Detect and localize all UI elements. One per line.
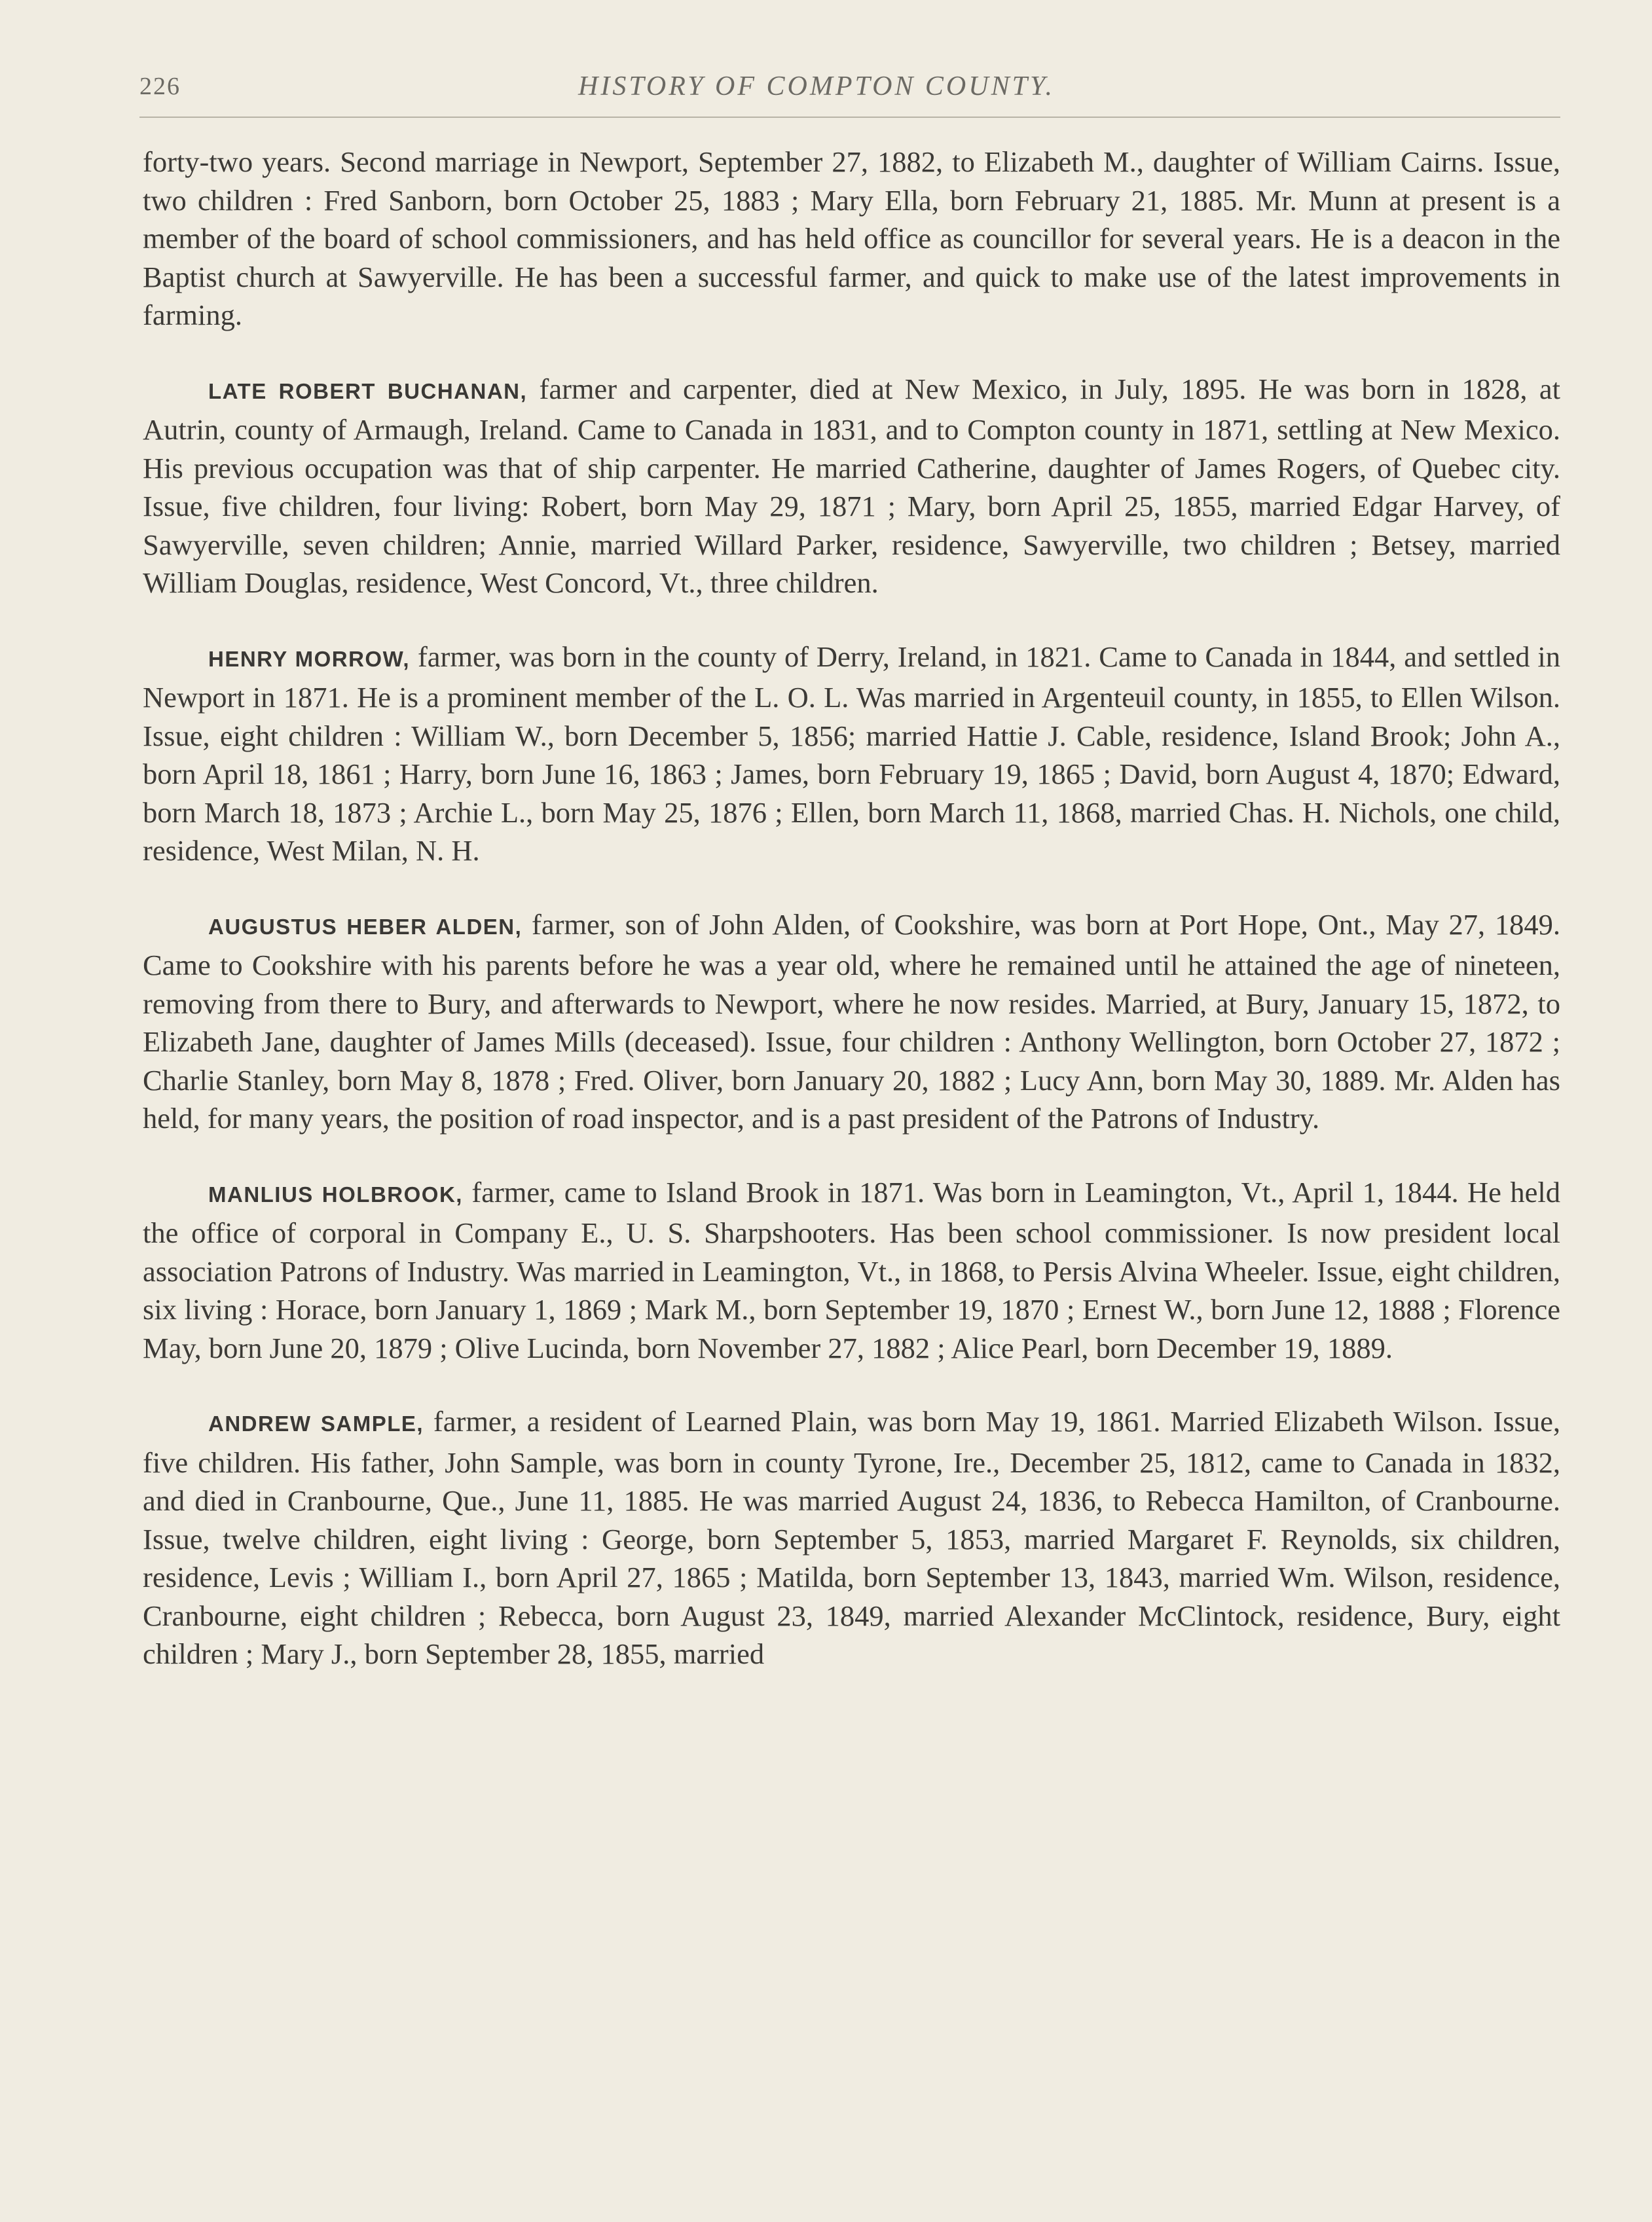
entry-text: farmer and carpenter, died at New Mexico, in July, 1895. He was born in 1828, at Autrin, county of Armaugh, Ireland. Came to Canada in 1831, and to Compton county in 1871, settling at New Mexico. His previous occupation was that of ship carpenter. He married Catherine, daughter of James Rogers, of Quebec city. Issue, five children, four living: Robert, born May 29, 1871 ; Mary, born April 25, 1855, married Edgar Harvey, of Sawyerville, seven children; Annie, married Willard Parker, residence, Sawyerville, two children ; Betsey, married William Douglas, residence, West Concord, Vt., three children. [143,372,1561,599]
entry-name: AUGUSTUS HEBER ALDEN, [208,914,523,939]
header-rule [139,117,1560,118]
entry-name: ANDREW SAMPLE, [208,1412,424,1436]
biography-entry [143,1173,1560,1368]
biography-entry [143,370,1560,602]
biography-entry [143,905,1560,1138]
running-title: HISTORY OF COMPTON COUNTY. [578,71,1055,101]
entry-text: farmer, came to Island Brook in 1871. Was born in Leamington, Vt., April 1, 1844. He held the office of corporal in Company E., U. S. Sharpshooters. Has been school commissioner. Is now president local association Patrons of Industry. Was married in Leamington, Vt., in 1868, to Persis Alvina Wheeler. Issue, eight children, six living : Horace, born January 1, 1869 ; Mark M., born September 19, 1870 ; Ernest W., born June 12, 1888 ; Florence May, born June 20, 1879 ; Olive Lucinda, born November 27, 1882 ; Alice Pearl, born December 19, 1889. [143,1175,1560,1364]
entry-text: farmer, a resident of Learned Plain, was born May 19, 1861. Married Elizabeth Wilson. Issue, five children. His father, John Sample, was born in county Tyrone, Ire., December 25, 1812, came to Canada in 1832, and died in Cranbourne, Que., June 11, 1885. He was married August 24, 1836, to Rebecca Hamilton, of Cranbourne. Issue, twelve children, eight living : George, born September 5, 1853, married Margaret F. Reynolds, six children, residence, Levis ; William I., born April 27, 1865 ; Matilda, born September 13, 1843, married Wm. Wilson, residence, Cranbourne, eight children ; Rebecca, born August 23, 1849, married Alexander McClintock, residence, Bury, eight children ; Mary J., born September 28, 1855, married [143,1405,1560,1670]
entry-text: farmer, son of John Alden, of Cookshire, was born at Port Hope, Ont., May 27, 1849. Came to Cookshire with his parents before he was a year old, where he remained until he attained the age of nineteen, removing from there to Bury, and afterwards to Newport, where he now resides. Married, at Bury, January 15, 1872, to Elizabeth Jane, daughter of James Mills (deceased). Issue, four children : Anthony Wellington, born October 27, 1872 ; Charlie Stanley, born May 8, 1878 ; Fred. Oliver, born January 20, 1882 ; Lucy Ann, born May 30, 1889. Mr. Alden has held, for many years, the position of road inspector, and is a past president of the Patrons of Industry. [143,907,1560,1135]
page-number: 226 [139,73,181,100]
entry-name: MANLIUS HOLBROOK, [208,1182,463,1207]
entry-name: HENRY MORROW, [208,646,411,671]
biography-entry [143,1402,1560,1673]
continuation-paragraph: forty-two years. Second marriage in Newport, September 27, 1882, to Elizabeth M., daughter of William Cairns. Issue, two children : Fred Sanborn, born October 25, 1883 ; Mary Ella, born February 21, 1885. Mr. Munn at present is a member of the board of school commissioners, and has held office as councillor for several years. He is a deacon in the Baptist church at Sawyerville. He has been a successful farmer, and quick to make use of the latest improvements in farming. [143,145,1560,331]
page-header [139,65,1560,111]
entry-name: LATE ROBERT BUCHANAN, [208,378,528,403]
biography-entry [143,638,1560,870]
body-text [143,143,1560,1673]
entry-text: farmer, was born in the county of Derry, Ireland, in 1821. Came to Canada in 1844, and settled in Newport in 1871. He is a prominent member of the L. O. L. Was married in Argenteuil county, in 1855, to Ellen Wilson. Issue, eight children : William W., born December 5, 1856; married Hattie J. Cable, residence, Island Brook; John A., born April 18, 1861 ; Harry, born June 16, 1863 ; James, born February 19, 1865 ; David, born August 4, 1870; Edward, born March 18, 1873 ; Archie L., born May 25, 1876 ; Ellen, born March 11, 1868, married Chas. H. Nichols, one child, residence, West Milan, N. H. [143,640,1560,867]
